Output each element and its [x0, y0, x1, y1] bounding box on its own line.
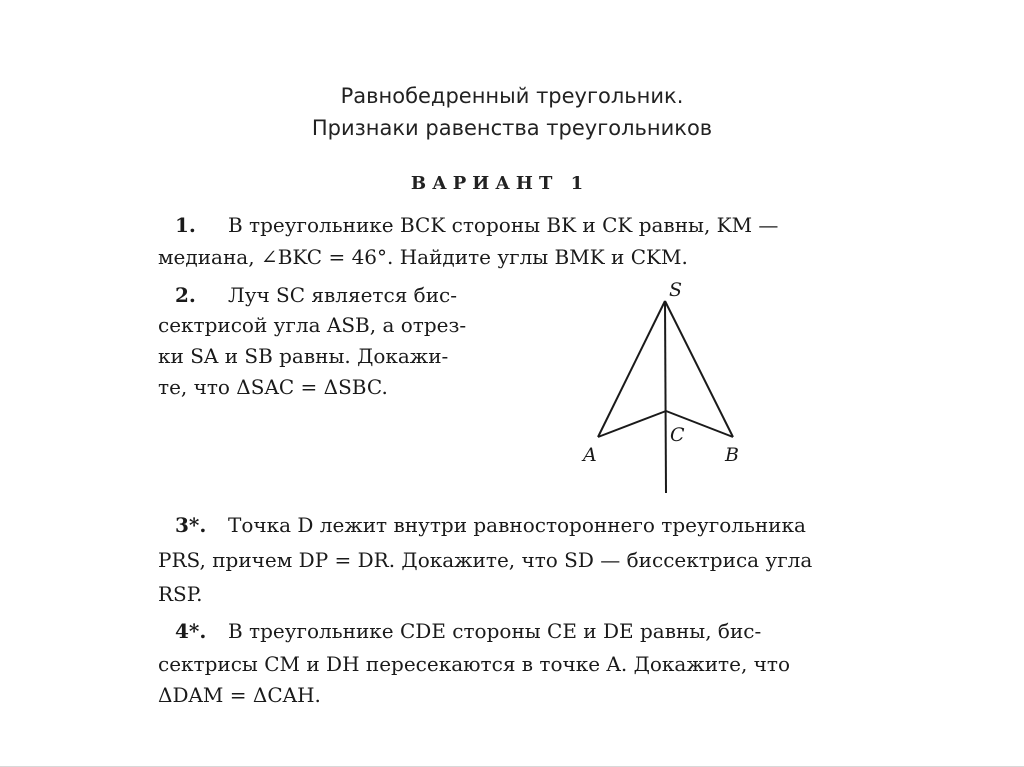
label-C: C: [670, 424, 685, 446]
task-4-line-3: ΔDAM = ΔCAH.: [158, 683, 321, 707]
task-1-number: 1.: [175, 213, 196, 237]
task-1-line-2: медиана, ∠BKC = 46°. Найдите углы BMK и CKM.: [158, 245, 688, 269]
task-2-line-2: сектрисой угла ASB, а отрез-: [158, 313, 467, 337]
page-title-line-1: Равнобедренный треугольник.: [340, 84, 684, 108]
task-3-line-3: RSP.: [158, 582, 203, 606]
task-3-line-2: PRS, причем DP = DR. Докажите, что SD — биссектриса угла: [158, 548, 813, 572]
task-2-line-3: ки SA и SB равны. Докажи-: [158, 344, 449, 368]
label-S: S: [669, 279, 683, 301]
task-4-number: 4*.: [175, 619, 207, 643]
side-SA: [598, 301, 665, 437]
page-title-line-2: Признаки равенства треугольников: [311, 116, 713, 140]
task-4-line-2: сектрисы CM и DH пересекаются в точке A. Докажите, что: [158, 652, 790, 676]
task-2-number: 2.: [175, 283, 196, 307]
side-SB: [665, 301, 733, 437]
task-1-line-1: В треугольнике BCK стороны BK и CK равны, KM —: [228, 213, 779, 237]
task-4-line-1: В треугольнике CDE стороны CE и DE равны, бис-: [228, 619, 762, 643]
label-B: B: [725, 444, 739, 466]
bisector-ray-SC: [665, 301, 666, 493]
task-3-line-1: Точка D лежит внутри равностороннего треугольника: [228, 513, 806, 537]
task-2-line-1: Луч SC является бис-: [228, 283, 458, 307]
label-A: A: [583, 444, 597, 466]
variant-heading: ВАРИАНТ 1: [410, 173, 590, 194]
task-3-number: 3*.: [175, 513, 207, 537]
task-2-line-4: те, что ΔSAC = ΔSBC.: [158, 375, 388, 399]
